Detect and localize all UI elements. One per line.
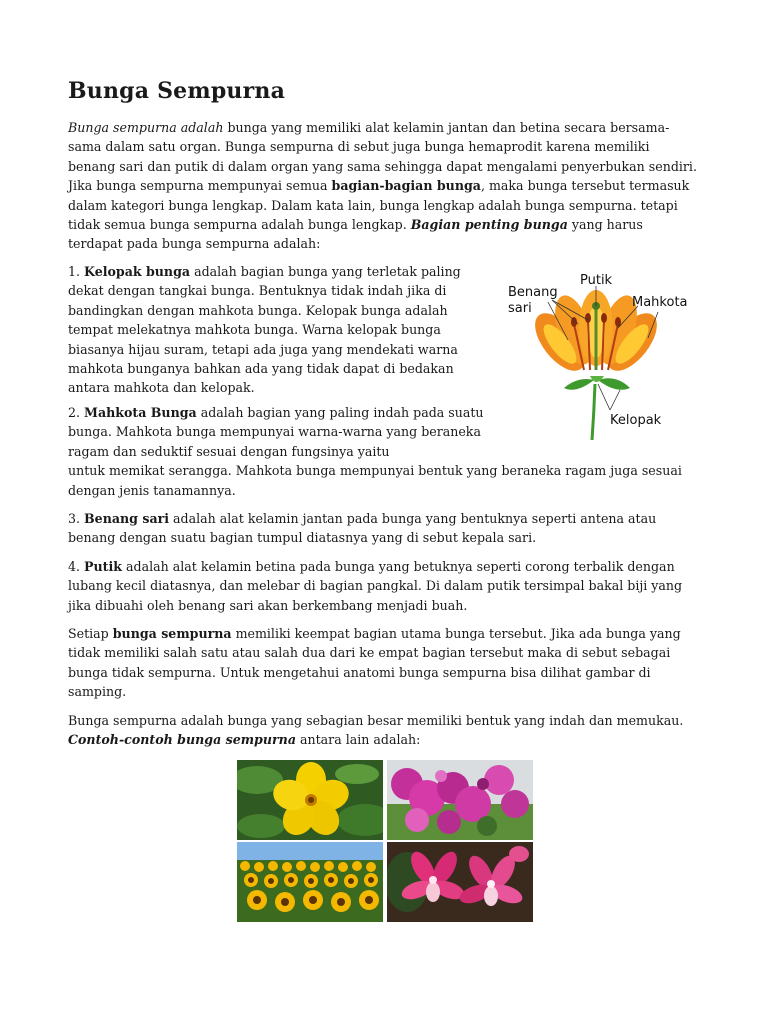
para6-text: Bunga sempurna adalah bunga yang sebagian besar memiliki bentuk yang indah dan memukau. xyxy=(68,713,684,728)
page-title: Bunga Sempurna xyxy=(68,78,286,104)
item-number: 3. xyxy=(68,511,85,526)
intro-bold-term: bagian-bagian bunga xyxy=(331,178,481,194)
item-text: adalah bagian yang paling indah pada suatu bunga. Mahkota bunga mempunyai warna-warna yang beraneka ragam dan seduktif sesuai dengan fungsinya yaitu xyxy=(68,405,484,459)
sepal-right xyxy=(598,378,630,390)
item-term: Kelopak bunga xyxy=(84,264,191,279)
intro-bold-italic: Bagian penting bunga xyxy=(410,217,568,233)
bougainvillea-photo xyxy=(387,760,533,840)
label-putik: Putik xyxy=(580,273,613,288)
item-term: Mahkota Bunga xyxy=(84,405,197,420)
para6-text-2: antara lain adalah: xyxy=(295,732,421,748)
item-number: 2. xyxy=(68,405,85,420)
list-item-mahkota xyxy=(68,403,700,500)
yellow-allamanda-photo xyxy=(237,760,383,840)
para5-bold: bunga sempurna xyxy=(112,626,232,641)
summary-paragraph xyxy=(68,624,700,702)
item-term: Benang sari xyxy=(84,511,170,526)
list-item-kelopak xyxy=(68,262,480,398)
item-term: Putik xyxy=(84,559,122,574)
item-text: adalah alat kelamin jantan pada bunga yang bentuknya seperti antena atau benang dengan suatu bagian tumpul diatasnya yang di sebut kepala sari. xyxy=(68,511,657,546)
label-mahkota: Mahkota xyxy=(632,295,688,310)
list-item-putik xyxy=(68,557,700,615)
item-number: 4. xyxy=(68,559,85,574)
item-number: 1. xyxy=(68,264,85,279)
intro-paragraph xyxy=(68,118,700,254)
item-text: adalah alat kelamin betina pada bunga yang betuknya seperti corong terbalik dengan lubang kecil diatasnya, dan melebar di bagian pangkal. Di dalam putik tersimpal bakal biji yang jika dibuahi oleh benang sari akan berkembang menjadi buah. xyxy=(68,559,683,613)
para6-bold-italic: Contoh-contoh bunga sempurna xyxy=(68,732,296,748)
intro-text-2: , maka bunga tersebut termasuk dalam kategori bunga lengkap. Dalam kata lain, bunga lengkap adalah bunga sempurna. tetapi tidak semua bunga sempurna adalah bunga lengkap. xyxy=(68,178,690,233)
intro-text-3: yang harus terdapat pada bunga sempurna adalah: xyxy=(68,217,643,252)
intro-text: bunga yang memiliki alat kelamin jantan dan betina secara bersama-sama dalam satu organ. Bunga sempurna di sebut juga bunga hemaprodit karena memiliki benang sari dan putik di dalam organ yang sama sehingga dapat mengalami penyerbukan sendiri. Jika bunga sempurna mempunyai semua xyxy=(68,120,697,194)
item-text-continued: untuk memikat serangga. Mahkota bunga mempunyai bentuk yang beraneka ragam juga sesuai dengan jenis tanamannya. xyxy=(68,463,682,498)
list-item-benang-sari xyxy=(68,509,700,548)
pink-orchid-photo xyxy=(387,842,533,922)
para5-lead: Setiap xyxy=(68,626,113,641)
label-sari: sari xyxy=(508,301,532,316)
item-text: adalah bagian bunga yang terletak paling dekat dengan tangkai bunga. Bentuknya tidak indah jika di bandingkan dengan mahkota bunga. Kelopak bunga adalah tempat melekatnya mahkota bunga. Warna kelopak bunga biasanya hijau suram, tetapi ada juga yang mendekati warna mahkota bunganya bahkan ada yang tidak dapat di bedakan antara mahkota dan kelopak. xyxy=(68,264,461,396)
sepal-left xyxy=(564,379,594,390)
examples-paragraph xyxy=(68,711,700,750)
intro-italic-lead: Bunga sempurna adalah xyxy=(68,120,224,135)
label-benang: Benang xyxy=(508,285,558,300)
sunflower-field-photo xyxy=(237,842,383,922)
label-kelopak: Kelopak xyxy=(610,413,662,428)
para5-text: memiliki keempat bagian utama bunga tersebut. Jika ada bunga yang tidak memiliki salah satu atau salah dua dari ke empat bagian tersebut maka di sebut sebagai bunga tidak sempurna. Untuk mengetahui anatomi bunga sempurna bisa dilihat gambar di samping. xyxy=(68,626,681,700)
